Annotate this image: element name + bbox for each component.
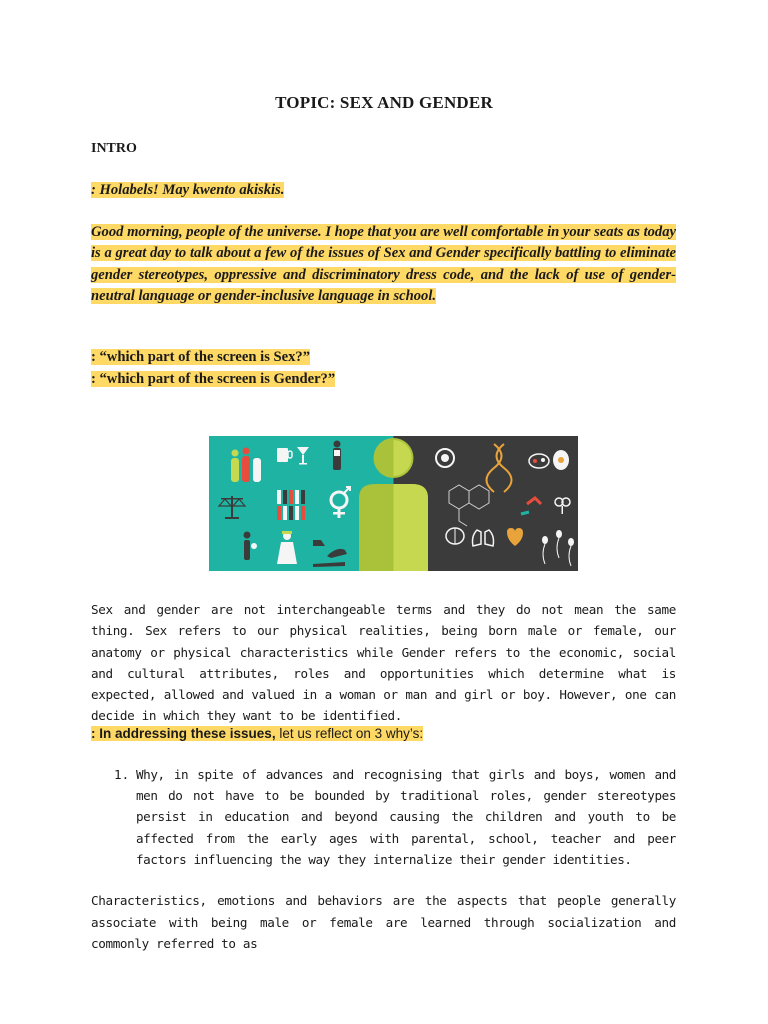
closing-paragraph: Characteristics, emotions and behaviors are the aspects that people generally associate with being male or female are learned through socialization and commonly referred to as [91, 893, 676, 951]
question-gender: : “which part of the screen is Gender?” [91, 371, 336, 387]
list-item-number: 1. [114, 767, 130, 782]
definition-paragraph: Sex and gender are not interchangeable terms and they do not mean the same thing. Sex refers to our physical realities, being born male or female, our anatomy or physical characteristics while Gender refers to the economic, social and cultural attributes, roles and opportunities which determine what is expected, allowed and valued in a woman or man and girl or boy. However, one can decide in which they want to be identified. [91, 602, 676, 724]
sex-gender-illustration [209, 436, 578, 571]
reflect-line [91, 726, 423, 741]
question-sex-wrap [91, 348, 310, 366]
bottle-person-icon [333, 441, 341, 471]
greeting-paragraph-wrap [91, 222, 676, 307]
question-gender-wrap [91, 370, 335, 388]
holabels-line: : Holabels! May kwento akiskis. [91, 182, 285, 198]
reflect-bold: : In addressing these issues, [91, 726, 276, 741]
reflect-highlight [91, 726, 423, 741]
page-title: TOPIC: SEX AND GENDER [275, 93, 493, 112]
list-item: Why, in spite of advances and recognising that girls and boys, women and men do not have to be bounded by traditional roles, gender stereotypes persist in education and beyond causing the children and youth to be affected from the early ages with parental, school, teacher and peer factors influencing the way they internalize their gender identities. [136, 767, 676, 867]
reflect-rest: let us reflect on 3 why’s: [275, 726, 424, 741]
greeting-paragraph: Good morning, people of the universe. I hope that you are well comfortable in your seats as today is a great day to talk about a few of the issues of Sex and Gender specifically battling to eliminate gender stereotypes, oppressive and discriminatory dress code, and the lack of use of gender-neutral language or gender-inclusive language in school. [91, 224, 676, 304]
question-sex: : “which part of the screen is Sex?” [91, 349, 311, 365]
intro-heading: INTRO [91, 141, 137, 156]
holabels-line-wrap [91, 181, 284, 199]
